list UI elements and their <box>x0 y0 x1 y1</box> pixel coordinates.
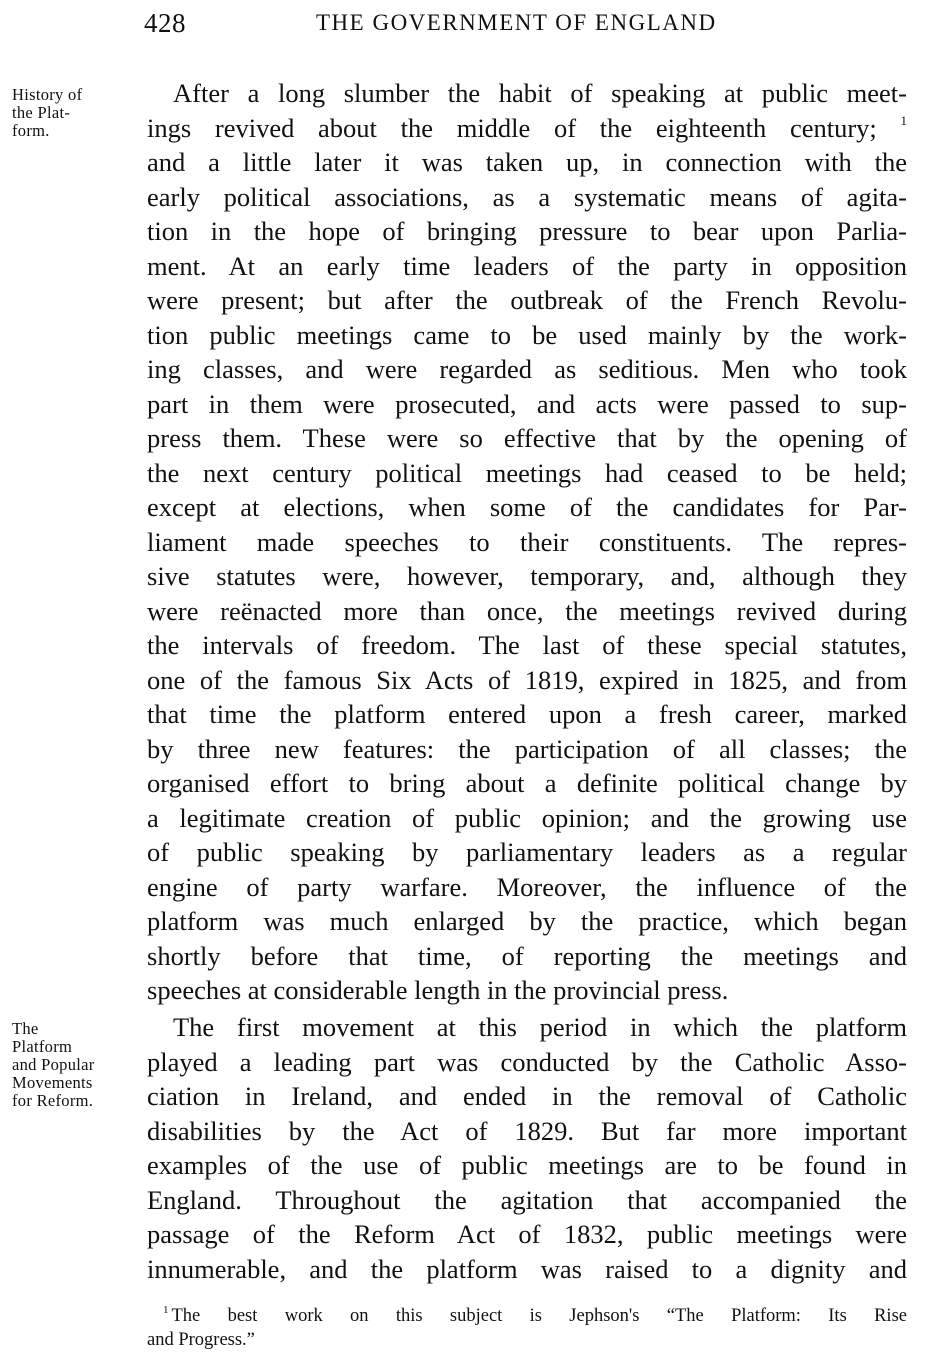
text-line: platform was much enlarged by the practice, which began <box>147 906 907 936</box>
footnote-line <box>147 1304 907 1328</box>
text-line: passage of the Reform Act of 1832, public meetings were <box>147 1219 907 1249</box>
text-line: one of the famous Six Acts of 1819, expired in 1825, and from <box>147 664 907 695</box>
text-line: a legitimate creation of public opinion; and the growing use <box>147 802 907 833</box>
text-line: part in them were prosecuted, and acts were passed to sup- <box>147 388 907 419</box>
text-line-content: ings revived about the middle of the eighteenth century; <box>147 112 877 143</box>
margin-note-line: Movements <box>12 1073 93 1092</box>
text-line: After a long slumber the habit of speaking at public meet- <box>173 78 907 108</box>
footnote-line: and Progress.” <box>147 1330 255 1350</box>
text-line: were present; but after the outbreak of the French Revolu- <box>147 285 907 315</box>
margin-note-line: Platform <box>12 1037 73 1056</box>
text-line: ciation in Ireland, and ended in the removal of Catholic <box>147 1081 907 1111</box>
text-line: disabilities by the Act of 1829. But far more important <box>147 1115 907 1146</box>
text-line: England. Throughout the agitation that accompanied the <box>147 1184 907 1215</box>
text-line: ment. At an early time leaders of the party in opposition <box>147 250 907 281</box>
margin-note-history <box>12 86 140 140</box>
text-line: liament made speeches to their constituents. The repres- <box>147 526 907 557</box>
footnote-text: The best work on this subject is Jephson's “The Platform: Its Rise <box>171 1306 907 1326</box>
text-line <box>147 111 907 146</box>
text-line: the intervals of freedom. The last of these special statutes, <box>147 630 907 660</box>
margin-note-line: form. <box>12 121 50 140</box>
page-number: 428 <box>144 8 186 38</box>
text-line: sive statutes were, however, temporary, and, although they <box>147 561 907 591</box>
text-line: tion in the hope of bringing pressure to bear upon Parlia- <box>147 216 907 246</box>
text-line: except at elections, when some of the candidates for Par- <box>147 492 907 522</box>
text-line: shortly before that time, of reporting the meetings and <box>147 940 907 971</box>
margin-note-line: The <box>12 1019 39 1038</box>
text-line: the next century political meetings had ceased to be held; <box>147 457 907 488</box>
text-line: played a leading part was conducted by the Catholic Asso- <box>147 1046 907 1077</box>
text-line: speeches at considerable length in the provincial press. <box>147 975 729 1005</box>
text-line: that time the platform entered upon a fresh career, marked <box>147 699 907 729</box>
running-head: THE GOVERNMENT OF ENGLAND <box>316 10 717 35</box>
margin-note-platform <box>12 1020 140 1110</box>
text-line: press them. These were so effective that by the opening of <box>147 423 907 453</box>
text-line: and a little later it was taken up, in connection with the <box>147 147 907 177</box>
margin-note-line: and Popular <box>12 1055 95 1074</box>
text-line: organised effort to bring about a definite political change by <box>147 768 907 798</box>
footnote <box>147 1304 907 1352</box>
text-line: early political associations, as a systematic means of agita- <box>147 181 907 212</box>
paragraph-history <box>147 76 907 1008</box>
margin-note-line: History of <box>12 85 83 104</box>
text-line: innumerable, and the platform was raised to a dignity and <box>147 1253 907 1284</box>
paragraph-platform <box>147 1010 907 1286</box>
footnote-marker: 1 <box>163 1304 169 1316</box>
text-line: were reënacted more than once, the meetings revived during <box>147 595 907 626</box>
text-line: tion public meetings came to be used mainly by the work- <box>147 319 907 350</box>
margin-note-line: for Reform. <box>12 1091 94 1110</box>
page-header <box>0 8 934 42</box>
text-line: of public speaking by parliamentary leaders as a regular <box>147 837 907 867</box>
text-line: examples of the use of public meetings are to be found in <box>147 1150 907 1180</box>
text-line: by three new features: the participation of all classes; the <box>147 733 907 764</box>
text-line: ing classes, and were regarded as seditious. Men who took <box>147 354 907 384</box>
footnote-reference[interactable]: 1 <box>900 112 908 128</box>
text-line: engine of party warfare. Moreover, the influence of the <box>147 871 907 902</box>
margin-note-line: the Plat- <box>12 103 71 122</box>
text-line: The first movement at this period in which the platform <box>173 1012 907 1042</box>
